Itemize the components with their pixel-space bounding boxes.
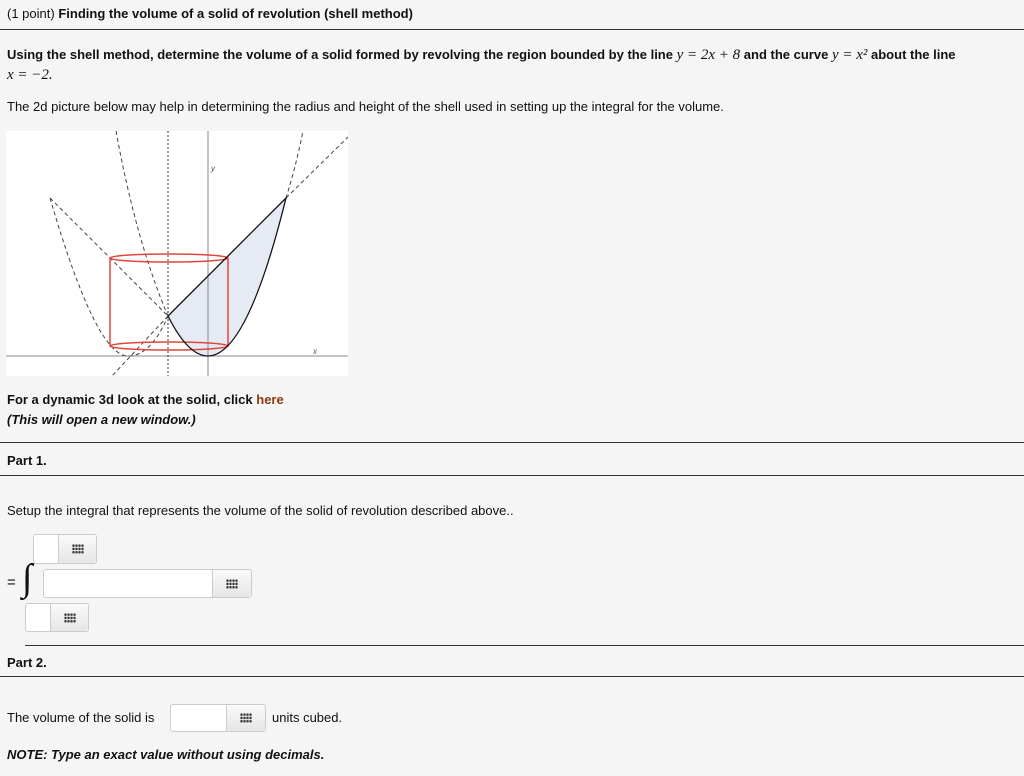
hint-text: The 2d picture below may help in determining the radius and height of the shell used in setting up the integral for the volume. [7, 99, 724, 114]
math-keyboard-button[interactable] [226, 705, 265, 731]
x-label: x [313, 347, 317, 356]
keypad-icon [226, 579, 238, 589]
divider [0, 29, 1024, 30]
keypad-icon [72, 544, 84, 554]
math-keyboard-button[interactable] [50, 604, 88, 631]
question-text: Using the shell method, determine the volume of a solid formed by revolving the region bounded by the line y = 2x + 8 and the curve y = x² about the line x = −2. [7, 47, 956, 83]
units-label: units cubed. [272, 710, 343, 725]
divider [0, 676, 1024, 677]
volume-answer-input[interactable] [170, 704, 266, 732]
shell-method-diagram [6, 131, 348, 376]
part1-prompt: Setup the integral that represents the volume of the solid of revolution described above.. [7, 503, 514, 518]
y-label: y [211, 164, 215, 173]
exact-value-note: NOTE: Type an exact value without using decimals. [7, 747, 325, 762]
part2-title: Part 2. [7, 655, 47, 670]
equals-sign: = [7, 574, 16, 591]
points-label: (1 point) [7, 6, 55, 21]
problem-title: Finding the volume of a solid of revolution (shell method) [58, 6, 413, 21]
dynamic-3d-text: For a dynamic 3d look at the solid, click here [7, 392, 284, 407]
volume-label: The volume of the solid is [7, 710, 155, 725]
part1-title: Part 1. [7, 453, 47, 468]
integrand-input[interactable] [43, 569, 252, 598]
math-keyboard-button[interactable] [212, 570, 251, 597]
divider [0, 442, 1024, 443]
lower-limit-input[interactable] [25, 603, 89, 632]
divider [25, 645, 1024, 646]
math-keyboard-button[interactable] [58, 535, 96, 563]
region-fill [168, 198, 286, 356]
integral-sign: ∫ [22, 557, 33, 599]
new-window-note: (This will open a new window.) [7, 412, 196, 427]
divider [0, 475, 1024, 476]
here-link[interactable]: here [256, 392, 284, 407]
keypad-icon [64, 613, 76, 623]
problem-header [7, 6, 413, 21]
keypad-icon [240, 713, 252, 723]
upper-limit-input[interactable] [33, 534, 97, 564]
